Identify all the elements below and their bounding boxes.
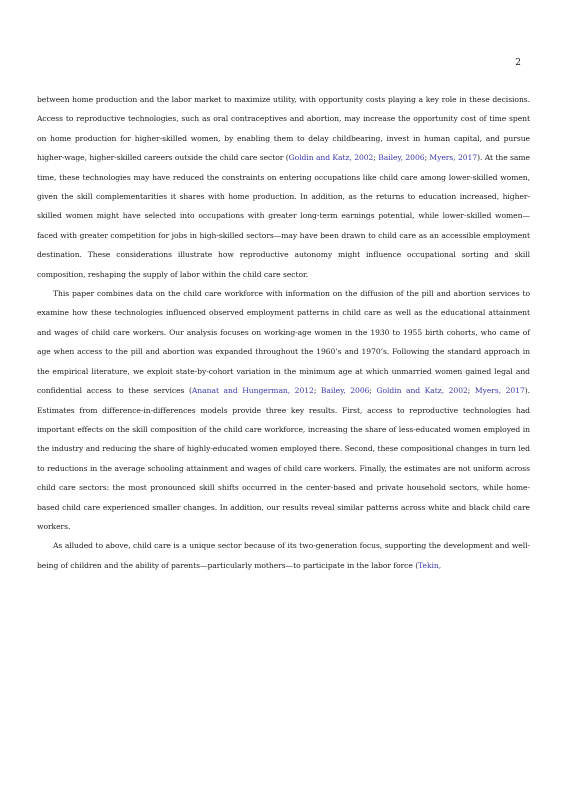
- citation-link[interactable]: Goldin and Katz, 2002: [376, 386, 468, 396]
- paragraph-text: ). At the same time, these technologies may have reduced the constraints on entering occupations like child care among lower-skilled women, given the skill complementarities it shares with home production. In addition, as the returns to education increased, higher-skilled women might have selected into occupations with greater long-term earnings potential, while lower-skilled women—faced with greater competition for jobs in high-skilled sectors—may have been drawn to child care as an accessible employment destination. These considerations illustrate how reproductive autonomy might influence occupational sorting and skill composition, reshaping the supply of labor within the child care sector.: [37, 153, 530, 279]
- citation-link[interactable]: Bailey, 2006: [320, 386, 370, 396]
- paragraph-text: This paper combines data on the child care workforce with information on the diffusion of the pill and abortion services to examine how these technologies influenced observed employment patterns in child care as well as the educational attainment and wages of child care workers. Our analysis focuses on working-age women in the 1930 to 1955 birth cohorts, who came of age when access to the pill and abortion was expanded throughout the 1960’s and 1970’s. Following the standard approach in the empirical literature, we exploit state-by-cohort variation in the minimum age at which unmarried women gained legal and confidential access to these services (: [37, 289, 530, 396]
- paragraph-text: ;: [369, 386, 377, 396]
- paragraph: [37, 536, 530, 575]
- paragraph-text: ;: [467, 386, 475, 396]
- citation-link[interactable]: Myers, 2017: [429, 153, 478, 163]
- paragraph-text: ;: [313, 386, 321, 396]
- citation-link[interactable]: Ananat and Hungerman, 2012: [191, 386, 314, 396]
- body-text: [37, 90, 530, 575]
- paragraph-text: between home production and the labor market to maximize utility, with opportunity costs playing a key role in these decisions. Access to reproductive technologies, such as oral contraceptives and abortion, may increase the opportunity cost of time spent on home production for higher-skilled women, by enabling them to delay childbearing, invest in human capital, and pursue higher-wage, higher-skilled careers outside the child care sector (: [37, 95, 530, 163]
- page-number: 2: [515, 58, 521, 68]
- paragraph: [37, 90, 530, 284]
- citation-link[interactable]: Myers, 2017: [474, 386, 525, 396]
- paragraph-text: ;: [373, 153, 379, 163]
- paragraph: [37, 284, 530, 536]
- paragraph-text: ;: [424, 153, 430, 163]
- paragraph-text: As alluded to above, child care is a unique sector because of its two-generation focus, supporting the development and well-being of children and the ability of parents—particularly mothers—to participate in the labor force (: [37, 541, 530, 570]
- citation-link[interactable]: Tekin,: [418, 560, 442, 570]
- citation-link[interactable]: Goldin and Katz, 2002: [288, 153, 374, 163]
- paragraph-text: ). Estimates from difference-in-differences models provide three key results. First, access to reproductive technologies had important effects on the skill composition of the child care workforce, increasing the share of less-educated women employed in the industry and reducing the share of highly-educated women employed there. Second, these compositional changes in turn led to reductions in the average schooling attainment and wages of child care workers. Finally, the estimates are not uniform across child care sectors: the most pronounced skill shifts occurred in the center-based and private household sectors, while home-based child care experienced smaller changes. In addition, our results reveal similar patterns across white and black child care workers.: [37, 386, 531, 531]
- citation-link[interactable]: Bailey, 2006: [378, 153, 425, 163]
